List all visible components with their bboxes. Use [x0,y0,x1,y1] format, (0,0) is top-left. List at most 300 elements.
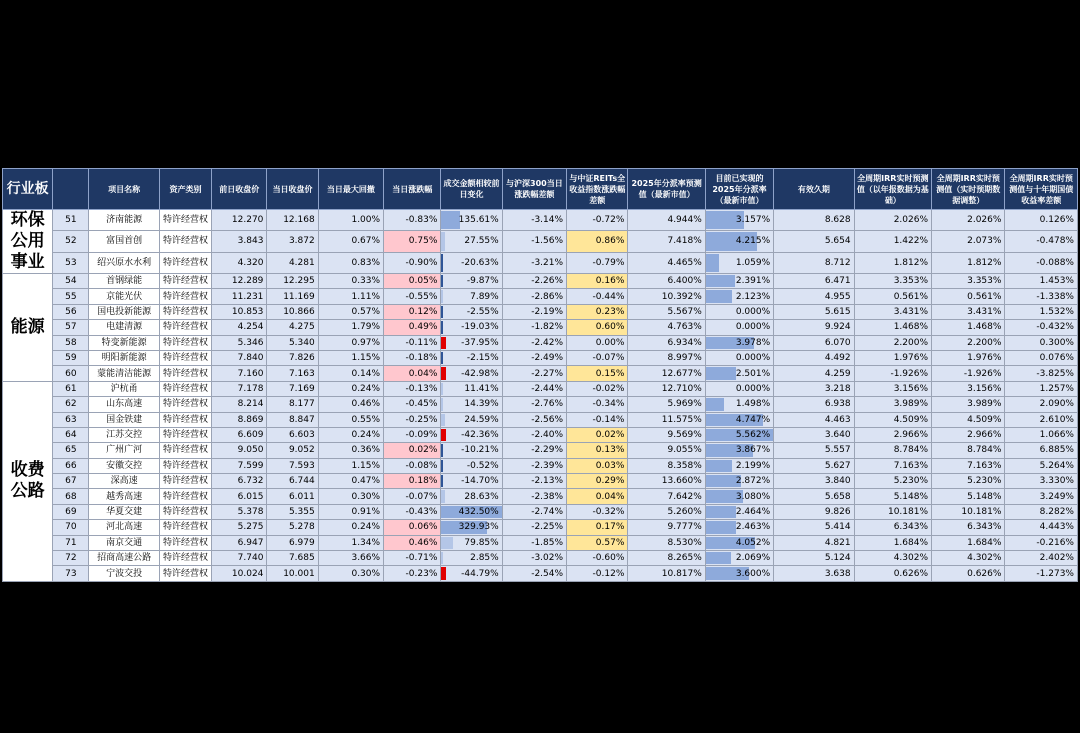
duration: 3.840 [774,474,854,489]
table-row[interactable] [3,412,1078,427]
max-drawdown: 0.67% [318,231,383,252]
turnover-value: -14.70% [461,476,499,487]
close: 7.593 [267,458,318,473]
table-row[interactable] [3,504,1078,519]
dist-2025: 12.710% [628,381,705,396]
project-name[interactable]: 招商高速公路 [89,551,159,566]
header-close[interactable]: 当日收盘价 [267,169,318,210]
row-index: 52 [53,231,89,252]
turnover-value: 79.85% [464,537,499,548]
pct-change: -0.43% [384,504,441,519]
project-name[interactable]: 富国首创 [89,231,159,252]
turnover-change [441,443,502,458]
realized-2025 [705,366,773,381]
table-row[interactable] [3,443,1078,458]
realized-2025 [705,427,773,442]
irr-adjusted: 2.073% [932,231,1005,252]
turnover-change [441,489,502,504]
irr-annual: 1.422% [854,231,931,252]
dist-2025: 7.418% [628,231,705,252]
vs-reits-index: -0.72% [567,210,628,231]
row-index: 73 [53,566,89,581]
vs-hs300: -1.85% [502,535,566,550]
project-name[interactable]: 国电投新能源 [89,304,159,319]
realized-value: 2.123% [735,291,771,302]
max-drawdown: 1.79% [318,320,383,335]
prev-close: 10.853 [212,304,267,319]
irr-adjusted: 3.431% [932,304,1005,319]
realized-value: 2.391% [735,276,771,287]
project-name[interactable]: 首钢绿能 [89,274,159,289]
max-drawdown: 0.24% [318,520,383,535]
row-index: 65 [53,443,89,458]
vs-reits-index: 0.60% [567,320,628,335]
prev-close: 8.214 [212,397,267,412]
pct-change: 0.04% [384,366,441,381]
asset-type: 特许经营权 [159,289,211,304]
pct-change: -0.83% [384,210,441,231]
max-drawdown: 0.47% [318,474,383,489]
asset-type: 特许经营权 [159,474,211,489]
prev-close: 6.609 [212,427,267,442]
vs-hs300: -2.13% [502,474,566,489]
header-asset-type[interactable]: 资产类别 [159,169,211,210]
vs-hs300: -2.26% [502,274,566,289]
project-name[interactable]: 深高速 [89,474,159,489]
irr-adjusted: 4.302% [932,551,1005,566]
duration: 5.557 [774,443,854,458]
irr-spread: 0.126% [1005,210,1078,231]
table-row[interactable] [3,381,1078,396]
asset-type: 特许经营权 [159,412,211,427]
turnover-change [441,231,502,252]
vs-reits-index: 0.57% [567,535,628,550]
pct-change: -0.11% [384,335,441,350]
vs-reits-index: -0.34% [567,397,628,412]
turnover-value: -10.21% [461,445,499,456]
pct-change: 0.18% [384,474,441,489]
prev-close: 7.740 [212,551,267,566]
row-index: 55 [53,289,89,304]
prev-close: 6.947 [212,535,267,550]
project-name[interactable]: 宁波交投 [89,566,159,581]
irr-adjusted: 6.343% [932,520,1005,535]
irr-spread: 0.076% [1005,350,1078,365]
turnover-change [441,474,502,489]
header-vs-hs300[interactable]: 与沪深300当日涨跌幅差额 [502,169,566,210]
table-row[interactable] [3,520,1078,535]
duration: 3.638 [774,566,854,581]
table-row[interactable] [3,427,1078,442]
turnover-change [441,458,502,473]
turnover-value: 329.93% [458,522,499,533]
realized-2025 [705,381,773,396]
realized-2025 [705,304,773,319]
turnover-change [441,381,502,396]
table-row[interactable] [3,366,1078,381]
realized-2025 [705,474,773,489]
table-row[interactable] [3,489,1078,504]
asset-type: 特许经营权 [159,231,211,252]
prev-close: 7.178 [212,381,267,396]
irr-spread: 3.249% [1005,489,1078,504]
header-max-drawdown[interactable]: 当日最大回撤 [318,169,383,210]
irr-adjusted: 2.026% [932,210,1005,231]
prev-close: 5.346 [212,335,267,350]
close: 6.011 [267,489,318,504]
max-drawdown: 1.00% [318,210,383,231]
prev-close: 5.275 [212,520,267,535]
vs-hs300: -2.42% [502,335,566,350]
dist-2025: 9.055% [628,443,705,458]
max-drawdown: 0.97% [318,335,383,350]
max-drawdown: 0.83% [318,252,383,273]
project-name[interactable]: 广州广河 [89,443,159,458]
vs-reits-index: 0.15% [567,366,628,381]
vs-hs300: -2.25% [502,520,566,535]
turnover-change [441,412,502,427]
dist-2025: 10.392% [628,289,705,304]
irr-annual: 7.163% [854,458,931,473]
header-pct-change[interactable]: 当日涨跌幅 [384,169,441,210]
header-index[interactable] [53,169,89,210]
irr-spread: 2.610% [1005,412,1078,427]
sector-label: 能源 [3,274,53,382]
vs-reits-index: 0.02% [567,427,628,442]
realized-2025 [705,350,773,365]
header-irr-spread[interactable]: 全周期IRR实时预测值与十年期国债收益率差额 [1005,169,1078,210]
realized-2025 [705,535,773,550]
turnover-change [441,210,502,231]
turnover-change [441,274,502,289]
turnover-value: 27.55% [464,236,499,247]
row-index: 64 [53,427,89,442]
pct-change: -0.55% [384,289,441,304]
vs-hs300: -3.21% [502,252,566,273]
close: 7.169 [267,381,318,396]
row-index: 59 [53,350,89,365]
irr-adjusted: 2.966% [932,427,1005,442]
table-row[interactable] [3,252,1078,273]
header-irr-adjusted[interactable]: 全周期IRR实时预测值（实时预期数据调整） [932,169,1005,210]
duration: 4.463 [774,412,854,427]
irr-adjusted: 1.684% [932,535,1005,550]
realized-value: 1.498% [735,399,771,410]
realized-value: 3.080% [735,491,771,502]
project-name[interactable]: 济南能源 [89,210,159,231]
turnover-value: -42.98% [461,368,499,379]
irr-annual: 3.353% [854,274,931,289]
row-index: 51 [53,210,89,231]
vs-reits-index: -0.14% [567,412,628,427]
table-row[interactable] [3,350,1078,365]
realized-value: 3.157% [735,215,771,226]
irr-annual: 1.812% [854,252,931,273]
project-name[interactable]: 明阳新能源 [89,350,159,365]
max-drawdown: 0.24% [318,427,383,442]
turnover-value: -2.55% [466,306,499,317]
irr-adjusted: 1.812% [932,252,1005,273]
project-name[interactable]: 越秀高速 [89,489,159,504]
asset-type: 特许经营权 [159,427,211,442]
close: 7.685 [267,551,318,566]
project-name[interactable]: 南京交通 [89,535,159,550]
turnover-change [441,252,502,273]
realized-2025 [705,489,773,504]
max-drawdown: 0.30% [318,566,383,581]
project-name[interactable]: 京能光伏 [89,289,159,304]
realized-value: 3.867% [735,445,771,456]
turnover-value: -19.03% [461,322,499,333]
realized-value: 3.600% [735,568,771,579]
realized-value: 4.052% [735,537,771,548]
irr-adjusted: 0.626% [932,566,1005,581]
pct-change: -0.23% [384,566,441,581]
turnover-value: 14.39% [464,399,499,410]
row-index: 72 [53,551,89,566]
table-row[interactable] [3,274,1078,289]
prev-close: 7.599 [212,458,267,473]
asset-type: 特许经营权 [159,304,211,319]
table-row[interactable] [3,210,1078,231]
project-name[interactable]: 安徽交控 [89,458,159,473]
irr-adjusted: 7.163% [932,458,1005,473]
project-name[interactable]: 沪杭甬 [89,381,159,396]
sector-label: 收费公路 [3,381,53,581]
duration: 9.826 [774,504,854,519]
vs-reits-index: 0.17% [567,520,628,535]
irr-annual: 2.200% [854,335,931,350]
header-duration[interactable]: 有效久期 [774,169,854,210]
prev-close: 7.840 [212,350,267,365]
max-drawdown: 0.57% [318,304,383,319]
table-row[interactable] [3,458,1078,473]
row-index: 66 [53,458,89,473]
asset-type: 特许经营权 [159,535,211,550]
irr-spread: 5.264% [1005,458,1078,473]
project-name[interactable]: 特变新能源 [89,335,159,350]
vs-hs300: -1.56% [502,231,566,252]
irr-annual: 3.156% [854,381,931,396]
realized-value: 5.562% [735,430,771,441]
vs-reits-index: -0.12% [567,566,628,581]
vs-reits-index: -0.44% [567,289,628,304]
turnover-change [441,566,502,581]
turnover-change [441,335,502,350]
realized-value: 4.747% [735,414,771,425]
header-name[interactable]: 项目名称 [89,169,159,210]
irr-adjusted: 5.148% [932,489,1005,504]
vs-hs300: -2.38% [502,489,566,504]
irr-spread: 0.300% [1005,335,1078,350]
asset-type: 特许经营权 [159,210,211,231]
dist-2025: 6.934% [628,335,705,350]
turnover-change [441,397,502,412]
table-row[interactable] [3,551,1078,566]
irr-annual: -1.926% [854,366,931,381]
header-irr-annual[interactable]: 全周期IRR实时预测值（以年报数据为基础） [854,169,931,210]
vs-reits-index: 0.13% [567,443,628,458]
header-dist-2025[interactable]: 2025年分派率预测值（最新市值） [628,169,705,210]
vs-hs300: -2.54% [502,566,566,581]
realized-2025 [705,335,773,350]
irr-spread: -0.216% [1005,535,1078,550]
prev-close: 3.843 [212,231,267,252]
header-sector[interactable]: 行业板 [3,169,53,210]
asset-type: 特许经营权 [159,566,211,581]
project-name[interactable]: 江苏交控 [89,427,159,442]
row-index: 67 [53,474,89,489]
pct-change: 0.12% [384,304,441,319]
dist-2025: 5.260% [628,504,705,519]
irr-spread: 1.066% [1005,427,1078,442]
vs-reits-index: 0.16% [567,274,628,289]
realized-value: 0.000% [735,306,771,317]
pct-change: 0.02% [384,443,441,458]
irr-spread: -3.825% [1005,366,1078,381]
vs-hs300: -2.29% [502,443,566,458]
close: 5.340 [267,335,318,350]
row-index: 58 [53,335,89,350]
table-row[interactable] [3,474,1078,489]
table-row[interactable] [3,320,1078,335]
close: 11.169 [267,289,318,304]
asset-type: 特许经营权 [159,489,211,504]
realized-2025 [705,504,773,519]
row-index: 61 [53,381,89,396]
header-row [3,169,1078,210]
close: 8.847 [267,412,318,427]
row-index: 68 [53,489,89,504]
dist-2025: 8.265% [628,551,705,566]
header-realized-2025[interactable]: 目前已实现的2025年分派率（最新市值） [705,169,773,210]
duration: 5.654 [774,231,854,252]
realized-value: 0.000% [735,353,771,364]
asset-type: 特许经营权 [159,504,211,519]
table-row[interactable] [3,535,1078,550]
dist-2025: 4.944% [628,210,705,231]
turnover-value: 432.50% [458,507,499,518]
vs-hs300: -3.02% [502,551,566,566]
header-turnover-change[interactable]: 成交金额相较前日变化 [441,169,502,210]
project-name[interactable]: 河北高速 [89,520,159,535]
dist-2025: 5.969% [628,397,705,412]
duration: 5.615 [774,304,854,319]
turnover-change [441,535,502,550]
close: 8.177 [267,397,318,412]
realized-value: 2.464% [735,507,771,518]
irr-adjusted: 3.989% [932,397,1005,412]
realized-value: 2.501% [735,368,771,379]
prev-close: 12.270 [212,210,267,231]
prev-close: 10.024 [212,566,267,581]
duration: 4.259 [774,366,854,381]
prev-close: 4.320 [212,252,267,273]
table-row[interactable] [3,335,1078,350]
irr-spread: 8.282% [1005,504,1078,519]
irr-spread: 2.402% [1005,551,1078,566]
close: 12.295 [267,274,318,289]
irr-annual: 3.989% [854,397,931,412]
vs-hs300: -2.40% [502,427,566,442]
project-name[interactable]: 国金铁建 [89,412,159,427]
max-drawdown: 1.11% [318,289,383,304]
irr-adjusted: 1.976% [932,350,1005,365]
header-vs-reits-index[interactable]: 与中证REITs全收益指数涨跌幅差额 [567,169,628,210]
close: 4.281 [267,252,318,273]
irr-adjusted: 2.200% [932,335,1005,350]
close: 9.052 [267,443,318,458]
table-row[interactable] [3,566,1078,581]
realized-value: 2.069% [735,553,771,564]
asset-type: 特许经营权 [159,381,211,396]
asset-type: 特许经营权 [159,397,211,412]
realized-value: 4.215% [735,236,771,247]
irr-spread: 4.443% [1005,520,1078,535]
duration: 4.821 [774,535,854,550]
irr-spread: 2.090% [1005,397,1078,412]
max-drawdown: 0.24% [318,381,383,396]
irr-annual: 5.230% [854,474,931,489]
project-name[interactable]: 华夏交建 [89,504,159,519]
irr-annual: 8.784% [854,443,931,458]
row-index: 60 [53,366,89,381]
row-index: 69 [53,504,89,519]
duration: 5.124 [774,551,854,566]
vs-reits-index: 0.29% [567,474,628,489]
close: 6.979 [267,535,318,550]
table-row[interactable] [3,289,1078,304]
irr-annual: 2.966% [854,427,931,442]
duration: 3.640 [774,427,854,442]
prev-close: 6.015 [212,489,267,504]
duration: 6.938 [774,397,854,412]
realized-2025 [705,458,773,473]
irr-spread: 1.257% [1005,381,1078,396]
header-prev-close[interactable]: 前日收盘价 [212,169,267,210]
project-name[interactable]: 电建清源 [89,320,159,335]
realized-2025 [705,397,773,412]
close: 6.603 [267,427,318,442]
turnover-value: 135.61% [458,215,499,226]
vs-reits-index: 0.04% [567,489,628,504]
table-row[interactable] [3,304,1078,319]
turnover-change [441,427,502,442]
project-name[interactable]: 蒙能清洁能源 [89,366,159,381]
prev-close: 6.732 [212,474,267,489]
row-index: 62 [53,397,89,412]
table-row[interactable] [3,231,1078,252]
prev-close: 9.050 [212,443,267,458]
vs-hs300: -3.14% [502,210,566,231]
irr-annual: 4.302% [854,551,931,566]
dist-2025: 12.677% [628,366,705,381]
realized-2025 [705,289,773,304]
asset-type: 特许经营权 [159,443,211,458]
close: 5.278 [267,520,318,535]
max-drawdown: 1.34% [318,535,383,550]
irr-adjusted: 4.509% [932,412,1005,427]
close: 7.826 [267,350,318,365]
turnover-change [441,320,502,335]
project-name[interactable]: 绍兴原水水利 [89,252,159,273]
table-row[interactable] [3,397,1078,412]
realized-2025 [705,443,773,458]
dist-2025: 4.465% [628,252,705,273]
project-name[interactable]: 山东高速 [89,397,159,412]
vs-hs300: -2.44% [502,381,566,396]
turnover-value: -44.79% [461,568,499,579]
